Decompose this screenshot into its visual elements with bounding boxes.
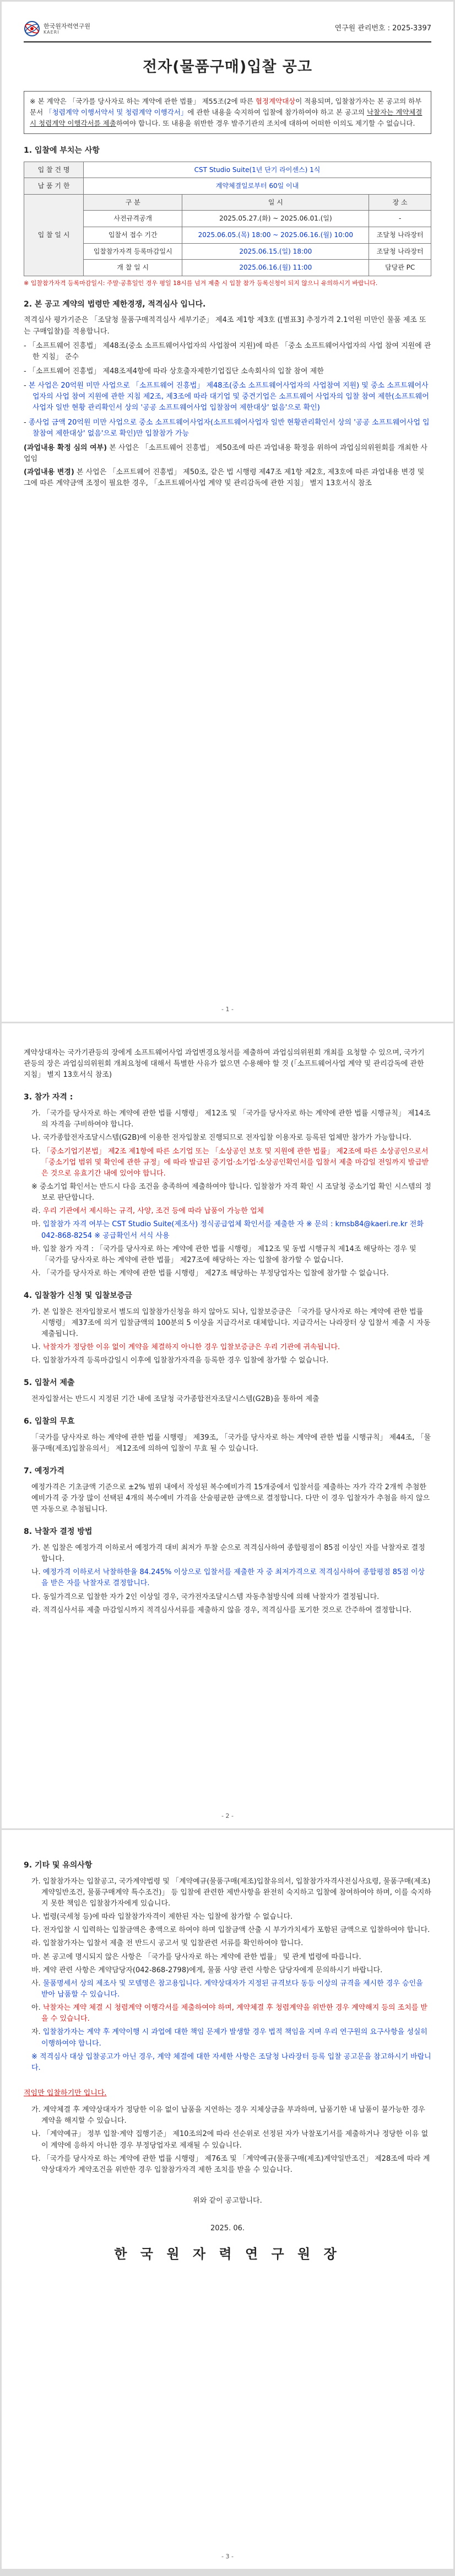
item-marker: 마.	[31, 1952, 41, 1961]
list-item	[31, 1965, 431, 1976]
delivery-period-value: 계약체결일로부터 60일 이내	[84, 178, 431, 195]
org-name: 한국원자력연구원	[44, 22, 91, 30]
item-marker: 다.	[31, 1356, 41, 1365]
item-text: 우리 기관에서 제시하는 규격, 사양, 조건 등에 따라 납품이 가능한 업체	[42, 1207, 264, 1216]
list-item	[31, 2003, 431, 2025]
item-marker: 사.	[31, 1979, 41, 1988]
list-item-text: 「소프트웨어 진흥법」 제48조(중소 소프트웨어사업자의 사업참여 지원)에 따른 「중소 소프트웨어사업자의 사업 참여 지원에 관한 지침」 준수	[28, 341, 431, 361]
row-value: 2025.06.16.(월) 11:00	[182, 260, 369, 276]
page-title: 전자(물품구매)입찰 공고	[143, 58, 312, 76]
restriction-list	[24, 341, 431, 439]
section-text: 계약상대자는 국가기관등의 장에게 소프트웨어사업 과업변경요청서를 제출하여 과업심의위원회 개최를 요청할 수 있으며, 국가기관등의 장은 과업심의위원회 개최요청에 대해서 특별한 사유가 없으면 수용해야 할 것 (「소프트웨어사업 계약 및 관리감독에 관한 지침」 별지 13호서식 참조)	[24, 1049, 425, 1080]
item-marker: 아.	[31, 2004, 41, 2012]
row-key: 입찰참가자격 등록마감일시	[84, 243, 182, 260]
notice-emph: 「청렴계약 이행서약서 및 청렴계약 이행각서」	[45, 108, 188, 116]
item-marker: 가.	[31, 1307, 41, 1316]
contract-notes-list	[24, 2105, 431, 2176]
delivery-period-label: 납 품 기 한	[24, 178, 84, 195]
item-marker: 가.	[31, 1109, 41, 1118]
section-text: 적격심사 평가기준은 「조달청 물품구매적격심사 세부기준」 제4조 제1항 제3호 ([별표3] 추정가격 2.1억원 미만인 물품 제조 또는 구매입찰)를 적용합니다.	[24, 316, 426, 336]
document-page-1	[2, 2, 453, 1022]
law-text: 본 사업은 「소프트웨어 진흥법」 제50조에 따른 과업내용 확정을 위하여 과업심의위원회를 개최한 사업임	[24, 443, 427, 463]
item-text: 국가종합전자조달시스템(G2B)에 이용한 전자입찰로 진행되므로 전자입찰 이용자로 등록된 업체만 참가가 가능합니다.	[42, 1134, 411, 1142]
item-marker: 가.	[31, 2106, 41, 2115]
item-text: 입찰참가자는 입찰공고, 국가계약법령 및 「계약예규(물품구매(제조)입찰유의서, 입찰참가자격사전심사요령, 물품구매(제조)계약일반조건, 물품구매계약 특수조건)」 등 입찰에 관련한 제반사항을 완전히 숙지하고 입찰에 참여하여야 하며, 이를 숙지하지 못한 책임은 입찰참가자에게 있습니다.	[41, 1877, 431, 1908]
law-paragraph	[24, 467, 431, 489]
col-header: 구 분	[84, 194, 182, 211]
list-item	[31, 1268, 431, 1279]
item-text: 물품명세서 상의 제조사 및 모델명은 참고용입니다. 계약상대자가 지정된 규격보다 동등 이상의 규격을 제시한 경우 승인을 받아 납품할 수 있습니다.	[41, 1979, 423, 1999]
item-marker: 라.	[31, 1606, 41, 1614]
item-marker: 마.	[31, 1220, 41, 1229]
deposit-list	[24, 1307, 431, 1367]
item-marker: 바.	[31, 1966, 41, 1974]
list-item-text: 「소프트웨어 진흥법」 제48조제4항에 따라 상호출자제한기업집단 소속회사의 입찰 참여 제한	[28, 367, 324, 375]
item-text: 예정가격 이하로서 낙찰하한율 84.245% 이상으로 입찰서를 제출한 자 중 최저가격으로 적격심사하여 종합평점 85점 이상을 받은 자를 낙찰자로 결정합니다.	[41, 1568, 425, 1588]
item-text: 낙찰자가 정당한 이유 없이 계약을 체결하지 아니한 경우 입찰보증금은 우리 기관에 귀속됩니다.	[42, 1343, 340, 1352]
bid-schedule-table	[24, 162, 431, 276]
bid-name-value: CST Studio Suite(1년 단기 라이센스) 1식	[84, 162, 431, 178]
item-text: 「계약예규」 정부 입찰·계약 집행기준」 제10조의2에 따라 선순위로 선정된 자가 낙찰포기서를 제출하거나 정당한 이유 없이 계약에 응하지 아니한 경우 부정당업자로 제재될 수 있습니다.	[41, 2130, 429, 2150]
eligibility-list	[24, 1108, 431, 1279]
item-text: 입찰 참가 자격 : 「국가를 당사자로 하는 계약에 관한 법률 시행령」 제12조 및 동법 시행규칙 제14조 해당하는 경우 및 「국가를 당사자로 하는 계약에 관한 법률」 제27조에 해당하는 자는 입찰에 참가할 수 없습니다.	[41, 1244, 416, 1264]
row-value: 2025.05.27.(화) ~ 2025.06.01.(일)	[182, 211, 369, 227]
row-place: 조달청 나라장터	[369, 227, 431, 243]
list-item	[31, 1182, 431, 1204]
section-text: 「국가를 당사자로 하는 계약에 관한 법률 시행령」 제39조, 「국가를 당사자로 하는 계약에 관한 법률 시행규칙」 제44조, 「물품구매(제조)입찰유의서」 제12조에 의하여 입찰이 무효 될 수 있습니다.	[31, 1433, 431, 1453]
item-marker: 가.	[31, 1544, 41, 1553]
list-item: - 「소프트웨어 진흥법」 제48조제4항에 따라 상호출자제한기업집단 소속회사의 입찰 참여 제한	[24, 367, 324, 375]
list-item	[31, 1876, 431, 1909]
document-header	[24, 20, 431, 42]
closing-text: 위와 같이 공고합니다.	[193, 2196, 262, 2205]
item-text: 입찰참가 자격 여부는 CST Studio Suite(제조사) 정식공급업체 확인서를 제출한 자 ※ 문의 : kmsb84@kaeri.re.kr 전화 042-868-8254 ※ 공급확인서 서식 사용	[41, 1220, 424, 1240]
list-item	[31, 1567, 431, 1589]
list-item	[31, 1592, 431, 1603]
org-name-en: KAERI	[44, 29, 59, 35]
item-text: 입찰참가자는 계약 후 계약이행 시 과업에 대한 책임 문제가 발생할 경우 법적 책임을 지며 우리 연구원의 요구사항을 성실히 이행하여야 합니다.	[41, 2028, 427, 2048]
section-intro: 적임만 입찰하기만 입니다.	[24, 2089, 107, 2097]
award-method-list	[24, 1543, 431, 1616]
section-title: 8. 낙찰자 결정 방법	[24, 1527, 93, 1537]
item-text: 본 입찰은 전자입찰로서 별도의 입찰참가신청을 하지 않아도 되나, 입찰보증금은 「국가를 당사자로 하는 계약에 관한 법률 시행령」 제37조에 의거 입찰금액의 100분의 5 이상을 지급각서로 대체합니다. 지급각서는 나라장터 상 입찰서 제출 시 자동 제출됩니다.	[41, 1307, 431, 1339]
list-item	[31, 1605, 431, 1616]
list-item: - 종사업 금액 20억원 미만 사업으로 중소 소프트웨어사업자(소프트웨어사업자 일반 현황관리확인서 상의 '공공 소프트웨어사업 입찰참여 제한대상' 없음'으로 확인)만 입찰참가 가능	[24, 418, 430, 438]
kaeri-logo-icon	[24, 20, 40, 37]
item-text: 계약 관련 사항은 계약담당자(042-868-2798)에게, 물품 사양 관련 사항은 담당자에게 문의하시기 바랍니다.	[42, 1966, 383, 1974]
bid-name-label: 입 찰 건 명	[24, 162, 84, 178]
page-number: - 1 -	[221, 1005, 234, 1013]
schedule-note: ※ 입찰참가자격 등록마감일시: 주말·공휴일인 경우 평일 18시를 넘겨 제출 시 입찰 참가 등록신청이 되지 않으니 유의하시기 바랍니다.	[24, 279, 378, 287]
page-number: - 3 -	[221, 2552, 234, 2560]
col-header: 일 시	[182, 194, 369, 211]
item-text: 「국가를 당사자로 하는 계약에 관한 법률 시행령」 제27조 해당하는 부정당업자는 입찰에 참가할 수 없습니다.	[42, 1269, 389, 1278]
list-item	[31, 1925, 431, 1936]
notice-text: 이 적용되며, 입찰참가자는 본 공고의 하부문서	[30, 96, 422, 116]
bid-datetime-group-label: 입 찰 일 시	[24, 194, 84, 276]
section-title: 1. 입찰에 부치는 사항	[24, 146, 100, 155]
law-label: (과업내용 변경)	[24, 468, 74, 477]
row-key: 개 찰 일 시	[84, 260, 182, 276]
section-title: 3. 참가 자격 :	[24, 1093, 73, 1102]
item-marker: 나.	[31, 1913, 41, 1922]
issuer-signature: 한 국 원 자 력 연 구 원 장	[114, 2246, 341, 2262]
list-item-text: 종사업 금액 20억원 미만 사업으로 중소 소프트웨어사업자(소프트웨어사업자 일반 현황관리확인서 상의 '공공 소프트웨어사업 입찰참여 제한대상' 없음'으로 확인)만 입찰참가 가능	[28, 418, 430, 438]
list-item	[31, 1133, 431, 1144]
list-item-text: 본 사업은 20억원 미만 사업으로 「소프트웨어 진흥법」 제48조(중소 소프트웨어사업자의 사업참여 지원) 및 중소 소프트웨어사업자의 사업 참여 지원에 관한 지침 제2조, 제3조에 따라 대기업 및 중견기업은 소프트웨어 사업자의 입찰 참여 제한(소프트웨어사업자 일반 현황 관리확인서 상의 '공공 소프트웨어사업 입찰참여 제한대상' 없음'으로 확인)	[28, 382, 429, 412]
item-text: 중소기업 확인서는 반드시 다음 조건을 충족하여 제출하여야 합니다. 입찰참가 자격 확인 시 조달청 중소기업 확인 시스템의 정보로 판단합니다.	[40, 1182, 431, 1203]
item-text: 「중소기업기본법」 제2조 제1항에 따른 소기업 또는 「소상공인 보호 및 지원에 관한 법률」 제2조에 따른 소상공인으로서 「중소기업 범위 및 확인에 관한 규정」에 따라 발급된 중기업·소기업·소상공인확인서를 입찰서 제출 마감일 전일까지 발급받은 것으로 유효기간 내에 있어야 합니다.	[41, 1147, 429, 1178]
row-place: 조달청 나라장터	[369, 243, 431, 260]
item-text: 계약체결 후 계약상대자가 정당한 이유 없이 납품을 지연하는 경우 지체상금을 부과하며, 납품기한 내 납품이 불가능한 경우 계약을 해지할 수 있습니다.	[41, 2106, 425, 2126]
item-marker: 나.	[31, 1343, 41, 1352]
list-item	[31, 1952, 431, 1963]
table-row	[24, 227, 431, 243]
col-header: 장 소	[369, 194, 431, 211]
item-text: 「국가를 당사자로 하는 계약에 관한 법률 시행령」 제12조 및 「국가를 당사자로 하는 계약에 관한 법률 시행규칙」 제14조의 자격을 구비하여야 합니다.	[41, 1109, 431, 1129]
item-marker: 다.	[31, 1147, 41, 1156]
list-item: - 본 사업은 20억원 미만 사업으로 「소프트웨어 진흥법」 제48조(중소 소프트웨어사업자의 사업참여 지원) 및 중소 소프트웨어사업자의 사업 참여 지원에 관한 지침 제2조, 제3조에 따라 대기업 및 중견기업은 소프트웨어 사업자의 입찰 참여 제한(소프트웨어사업자 일반 현황 관리확인서 상의 '공공 소프트웨어사업 입찰참여 제한대상' 없음'으로 확인)	[24, 382, 429, 412]
list-item	[31, 2129, 431, 2151]
list-item	[31, 1543, 431, 1565]
org-logo	[24, 20, 90, 37]
item-text: 입찰참가자는 입찰서 제출 전 반드시 공고서 및 입찰관련 서류를 확인하여야 합니다.	[42, 1939, 304, 1948]
section-title: 9. 기타 및 유의사항	[24, 1861, 93, 1870]
item-text: 전자입찰 시 입력하는 입찰금액은 총액으로 하여야 하며 입찰금액 산출 시 부가가치세가 포함된 금액으로 입찰하여야 합니다.	[42, 1926, 430, 1935]
notes-list	[24, 1876, 431, 2049]
item-text: 낙찰자는 계약 체결 시 청렴계약 이행각서를 제출하여야 하며, 계약체결 후 청렴계약을 위반한 경우 계약해지 등의 조치를 받을 수 있습니다.	[41, 2004, 427, 2024]
row-key: 입찰서 접수 기간	[84, 227, 182, 243]
item-marker: 자.	[31, 2028, 41, 2037]
item-marker: 나.	[31, 1134, 41, 1142]
list-item	[31, 1307, 431, 1340]
announcement-date: 2025. 06.	[210, 2224, 245, 2233]
list-item	[31, 1108, 431, 1130]
notice-emph: 협정계약대상	[255, 96, 296, 105]
list-item	[31, 2154, 431, 2176]
row-value: 2025.06.15.(일) 18:00	[182, 243, 369, 260]
item-marker: 나.	[31, 1568, 41, 1577]
section-title: 7. 예정가격	[24, 1467, 65, 1476]
item-marker: 바.	[31, 1244, 41, 1253]
item-marker: 라.	[31, 1207, 41, 1216]
section-text: 전자입찰서는 반드시 지정된 기간 내에 조달청 국가종합전자조달시스템(G2B)을 통하여 제출	[31, 1395, 319, 1404]
notice-text: ※ 본 계약은 「국가를 당사자로 하는 계약에 관한 법률」 제55조(2에 따른	[30, 96, 256, 105]
item-marker: 가.	[31, 1877, 41, 1886]
table-row	[24, 243, 431, 260]
item-text: 본 공고에 명시되지 않은 사항은 「국가를 당사자로 하는 계약에 관한 법률」 및 관계 법령에 따릅니다.	[42, 1952, 361, 1961]
list-item: - 「소프트웨어 진흥법」 제48조(중소 소프트웨어사업자의 사업참여 지원)에 따른 「중소 소프트웨어사업자의 사업 참여 지원에 관한 지침」 준수	[24, 341, 431, 361]
item-marker: 나.	[31, 2130, 41, 2139]
notice-text: 에 관한 내용을 숙지하여 입찰에 참가하여야 하고 본 공고의	[187, 108, 367, 116]
item-text: 본 입찰은 예정가격 이하로서 예정가격 대비 최저가 투찰 순으로 적격심사하여 종합평점이 85점 이상인 자를 낙찰자로 결정합니다.	[41, 1544, 425, 1564]
notice-emph: 낙찰자는 계약체결 시 청렴계약 이행각서를 제출	[30, 108, 422, 127]
item-text: 동일가격으로 입찰한 자가 2인 이상일 경우, 국가전자조달시스템 자동추첨방식에 의해 낙찰자가 결정됩니다.	[42, 1592, 380, 1601]
table-row	[24, 211, 431, 227]
list-item	[31, 1355, 431, 1366]
notice-box	[24, 91, 431, 134]
law-paragraph	[24, 443, 431, 465]
item-text: 입찰참가자격 등록마감일시 이후에 입찰참가자격을 등록한 경우 입찰에 참가할 수 없습니다.	[42, 1356, 329, 1365]
document-page-2	[2, 1023, 453, 1828]
list-item	[31, 2027, 431, 2049]
notice-text: 하여야 합니다. 또 내용을 위반한 경우 발주기관의 조치에 대하여 어떠한 이의도 제기할 수 없습니다.	[116, 119, 415, 127]
row-value: 2025.06.05.(목) 18:00 ~ 2025.06.16.(월) 10:00	[182, 227, 369, 243]
section-title: 2. 본 공고 계약의 법령만 제한경쟁, 적격심사 입니다.	[24, 299, 206, 309]
list-item	[31, 1206, 431, 1217]
item-text: 적격심사서류 제출 마감일시까지 적격심사서류를 제출하지 않을 경우, 적격심사를 포기한 것으로 간주하여 결정합니다.	[42, 1606, 411, 1614]
list-item	[31, 1342, 431, 1353]
document-page-3	[2, 1830, 453, 2569]
list-item	[31, 1938, 431, 1949]
section-title: 5. 입찰서 제출	[24, 1378, 75, 1388]
item-marker: 다.	[31, 1592, 41, 1601]
section-text: 예정가격은 기초금액 기준으로 ±2% 범위 내에서 작성된 복수예비가격 15개중에서 입찰서를 제출하는 자가 각각 2개씩 추첨한 예비가격 중 가장 많이 선택된 4개의 복수예비 가격을 산술평균한 금액으로 결정합니다. 다만 이 경우 입찰자가 추첨을 하지 않으면 자동으로 추첨됩니다.	[31, 1483, 430, 1514]
section-title: 6. 입찰의 무효	[24, 1417, 75, 1426]
warning-note: ※ 적격심사 대상 입찰공고가 아닌 경우, 계약 체결에 대한 자세한 사항은 조달청 나라장터 등록 입찰 공고문을 참고하시기 바랍니다.	[31, 2052, 431, 2072]
table-row	[24, 260, 431, 276]
list-item	[31, 1912, 431, 1923]
list-item	[31, 1978, 431, 2000]
item-text: 「국가를 당사자로 하는 계약에 관한 법률 시행령」 제76조 및 「계약예규(물품구매(제조)계약일반조건」 제28조에 따라 계약상대자가 계약조건을 위반한 경우 입찰참가자격 제한 조치를 받을 수 있습니다.	[41, 2154, 430, 2174]
item-marker: ※	[31, 1182, 37, 1191]
law-text: 본 사업은 「소프트웨어 진흥법」 제50조, 같은 법 시행령 제47조 제1항 제2호, 제3호에 따른 과업내용 변경 및 그에 따른 계약금액 조정이 필요한 경우, 「소프트웨어사업 계약 및 관리감독에 관한 지침」 별지 13호서식 참조	[24, 468, 425, 488]
list-item	[31, 1219, 431, 1241]
item-marker: 다.	[31, 1926, 41, 1935]
item-marker: 라.	[31, 1939, 41, 1948]
row-place: 담당관 PC	[369, 260, 431, 276]
document-number: 연구원 관리번호 : 2025-3397	[334, 24, 431, 33]
page-number: - 2 -	[221, 1812, 234, 1820]
list-item	[31, 1244, 431, 1266]
list-item	[31, 2105, 431, 2127]
item-marker: 다.	[31, 2154, 41, 2163]
item-marker: 사.	[31, 1269, 41, 1278]
row-place: -	[369, 211, 431, 227]
list-item	[31, 1146, 431, 1179]
law-label: (과업내용 확정 심의 여부)	[24, 443, 107, 452]
section-title: 4. 입찰참가 신청 및 입찰보증금	[24, 1291, 132, 1301]
row-key: 사전규격공개	[84, 211, 182, 227]
item-text: 법령(국세청 등)에 따라 입찰참가자격이 제한된 자는 입찰에 참가할 수 없습니다.	[42, 1913, 293, 1922]
